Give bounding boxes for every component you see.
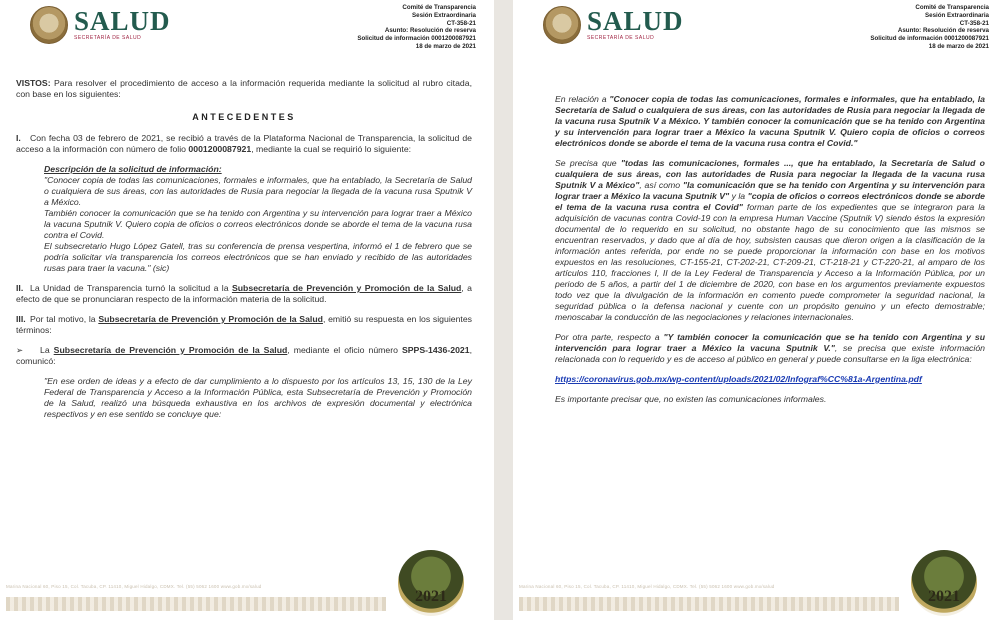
item-text: La Unidad de Transparencia turnó la solicitud a la [30, 283, 229, 293]
item-text: , a efecto de que se pronunciaran respecto de la información materia de la solicitud. [16, 283, 472, 304]
item-text: , comunicó: [16, 345, 472, 366]
page-1-body [16, 78, 472, 420]
year-2021-badge-icon [398, 550, 464, 616]
folio-number: 0001200087921 [188, 144, 252, 154]
paragraph-text: Por otra parte, respecto a [555, 332, 660, 342]
page-footer [6, 584, 386, 614]
arrow-bullet-icon: ➢ [16, 345, 24, 355]
subsecretaria-name: Subsecretaría de Prevención y Promoción de la Salud [53, 345, 288, 355]
paragraph-text: , se precisa que existe información relacionada con lo requerido y es de acceso al público en general y puede consultarse en la liga electrónica: [555, 343, 985, 364]
request-description-label: Descripción de la solicitud de información: [44, 164, 222, 174]
salud-logo [543, 6, 684, 44]
footer-decorative-band [6, 597, 386, 611]
document-page-2 [513, 0, 1007, 620]
item-text: , mediante el oficio número [287, 345, 398, 355]
header-line: Sesión Extraordinaria [412, 11, 476, 19]
year-2021-badge-icon [911, 550, 977, 616]
brand-name: SALUD [74, 6, 171, 36]
request-quote: El subsecretario Hugo López Gatell, tras su conferencia de prensa vespertina, informó el 1 de febrero que se podría solicitar vía transparencia los correos electrónicos que se han enviado y recibido de las autoridades rusas para traer la vacuna." (sic) [44, 241, 472, 273]
document-page-1 [0, 0, 494, 620]
item-text: Por tal motivo, la [30, 314, 96, 324]
header-line: CT-358-21 [959, 19, 989, 27]
quoted-request: "la comunicación que se ha tenido con Argentina y su intervención para lograr traer a México la vacuna Sputnik V" [555, 180, 985, 201]
argentina-paragraph [555, 332, 985, 365]
case-header [357, 4, 476, 51]
paragraph-text: , así como [639, 180, 681, 190]
badge-year: 2021 [415, 588, 447, 605]
response-quote: "En ese orden de ideas y a efecto de dar cumplimiento a lo dispuesto por los artículos 13, 15, 130 de la Ley Federal de Transparencia y Acceso a la Información Pública, esta Subsecretaría de Prevención y Promoción de la Salud, realizó una búsqueda exhaustiva en los archivos de expresión documental y electrónica respectivos y en ese sentido se concluye que: [44, 376, 472, 419]
item-number: II. [16, 283, 24, 293]
header-line: Asunto: Resolución de reserva [897, 27, 989, 35]
paragraph-text: En relación a [555, 94, 607, 104]
antecedente-i [16, 133, 472, 155]
quoted-request: "todas las comunicaciones, formales ..., que ha entablado, la Secretaría de Salud o cualquiera de sus áreas, con las autoridades de Rusia para negociar la llegada de la vacuna rusa Sputnik V a México" [555, 158, 985, 190]
quoted-request: "Conocer copia de todas las comunicaciones, formales e informales, que ha entablado, la Secretaría de Salud o cualquiera de sus áreas, con las autoridades de Rusia para negociar la llegada de la vacuna rusa Sputnik V a México. Y también conocer la comunicación que se ha tenido con Argentina y su intervención para lograr traer a México la vacuna Sputnik V. Quiero copia de oficios o correos electrónicos donde se aborde el tema de la vacuna rusa contra el Covid." [555, 94, 986, 148]
brand-block [74, 8, 171, 42]
page-footer [519, 584, 899, 614]
badge-ring [398, 550, 464, 616]
vistos-paragraph [16, 78, 472, 100]
header-line: Comité de Transparencia [402, 4, 476, 11]
mexico-seal-icon [543, 6, 581, 44]
oficio-number: SPPS-1436-2021 [401, 345, 470, 355]
header-line: 18 de marzo de 2021 [415, 42, 476, 50]
item-text: La [40, 345, 50, 355]
brand-subtitle: SECRETARÍA DE SALUD [74, 35, 142, 41]
vistos-text: Para resolver el procedimiento de acceso a la información requerida mediante la solicitud al rubro citada, con base en los siguientes: [16, 78, 472, 99]
header-line: Solicitud de información 0001200087921 [870, 35, 989, 43]
header-line: Solicitud de información 0001200087921 [357, 35, 476, 43]
request-quote: También conocer la comunicación que se ha tenido con Argentina y su intervención para lograr traer a México la vacuna Sputnik V. Quiero copia de oficios o correos electrónicos donde se aborde el tema de la vacuna rusa contra el Covid. [44, 208, 472, 240]
footer-address: Marina Nacional 60, Piso 15, Col. Tacuba, CP. 11410, Miguel Hidalgo, CDMX. Tel. (55) 5062 1600 www.gob.mx/salud [519, 584, 775, 589]
relation-paragraph [555, 94, 985, 149]
page-gutter [494, 0, 513, 620]
antecedente-ii [16, 283, 472, 305]
footer-decorative-band [519, 597, 899, 611]
brand-subtitle: SECRETARÍA DE SALUD [587, 35, 655, 41]
item-number: III. [16, 314, 26, 324]
paragraph-text: Se precisa que [555, 158, 617, 168]
badge-ring [911, 550, 977, 616]
vistos-label: VISTOS: [16, 78, 51, 88]
brand-block [587, 8, 684, 42]
paragraph-text: y la [731, 191, 746, 201]
item-number: I. [16, 133, 21, 143]
infografia-link[interactable]: https://coronavirus.gob.mx/wp-content/uploads/2021/02/Infograf%CC%81a-Argentina.pdf [555, 374, 922, 384]
closing-paragraph: Es importante precisar que, no existen las comunicaciones informales. [555, 394, 827, 404]
paragraph-text: forman parte de los expedientes que se integraron para la adquisición de vacunas contra Covid-19 con la empresa Human Vaccine (Sputnik V) siendo éstos la expresión documental de lo requerido en su solicitud, no obstante hago de su conocimiento que las mismos se encuentran reservados, y dado que al día de hoy, subsisten causas que dieron origen a la clasificación de la información antes referida, por ende no se puede proporcionar la información con base en los motivos expuestos en las resoluciones, CT-155-21, CT-202-21, CT-209-21, CT-218-21 y CT-220-21, al amparo de los artículos 110, fracciones I, II de la Ley Federal de Transparencia y Acceso a la Información Pública, por un periodo de 5 años, a partir del 1 de diciembre de 2020, con base en los argumentos previamente expuestos todo vez que la divulgación de la información en comento puede comprometer la seguridad nacional, la seguridad pública o la defensa nacional y cuente con un propósito genuino y un efecto demostrable; menoscabar la conducción de las negociaciones y relaciones internacionales. [555, 202, 985, 322]
quoted-request: "Y también conocer la comunicación que se ha tenido con Argentina y su intervención para lograr traer a México la vacuna Sputnik V." [555, 332, 986, 353]
response-bullet [16, 345, 472, 367]
header-line: Asunto: Resolución de reserva [384, 27, 476, 35]
request-description [44, 164, 472, 274]
salud-logo [30, 6, 171, 44]
badge-year: 2021 [928, 588, 960, 605]
quoted-request: "copia de oficios o correos electrónicos donde se aborde el tema de la vacuna rusa contra el Covid" [555, 191, 985, 212]
item-text: , emitió su respuesta en los siguientes términos: [16, 314, 473, 335]
link-paragraph [555, 374, 985, 385]
header-line: CT-358-21 [446, 19, 476, 27]
reservation-paragraph [555, 158, 985, 323]
section-heading: ANTECEDENTES [192, 112, 296, 122]
header-line: Sesión Extraordinaria [925, 11, 989, 19]
subsecretaria-name: Subsecretaría de Prevención y Promoción de la Salud [231, 283, 462, 293]
header-line: Comité de Transparencia [915, 4, 989, 11]
subsecretaria-name: Subsecretaría de Prevención y Promoción de la Salud [98, 314, 323, 324]
brand-name: SALUD [587, 6, 684, 36]
footer-address: Marina Nacional 60, Piso 15, Col. Tacuba, CP. 11410, Miguel Hidalgo, CDMX. Tel. (55) 5062 1600 www.gob.mx/salud [6, 584, 262, 589]
request-quote: "Conocer copia de todas las comunicaciones, formales e informales, que ha entablado, la Secretaría de Salud o cualquiera de sus áreas, con las autoridades de Rusia para negociar la llegada de la vacuna rusa Sputnik V a México. [44, 175, 472, 207]
antecedente-iii [16, 314, 472, 336]
mexico-seal-icon [30, 6, 68, 44]
item-text: Con fecha 03 de febrero de 2021, se recibió a través de la Plataforma Nacional de Transparencia, la solicitud de acceso a la información con número de folio [16, 133, 472, 154]
page-2-body [555, 94, 985, 414]
item-text: , mediante la cual se requirió lo siguiente: [251, 144, 412, 154]
case-header [870, 4, 989, 51]
header-line: 18 de marzo de 2021 [928, 42, 989, 50]
